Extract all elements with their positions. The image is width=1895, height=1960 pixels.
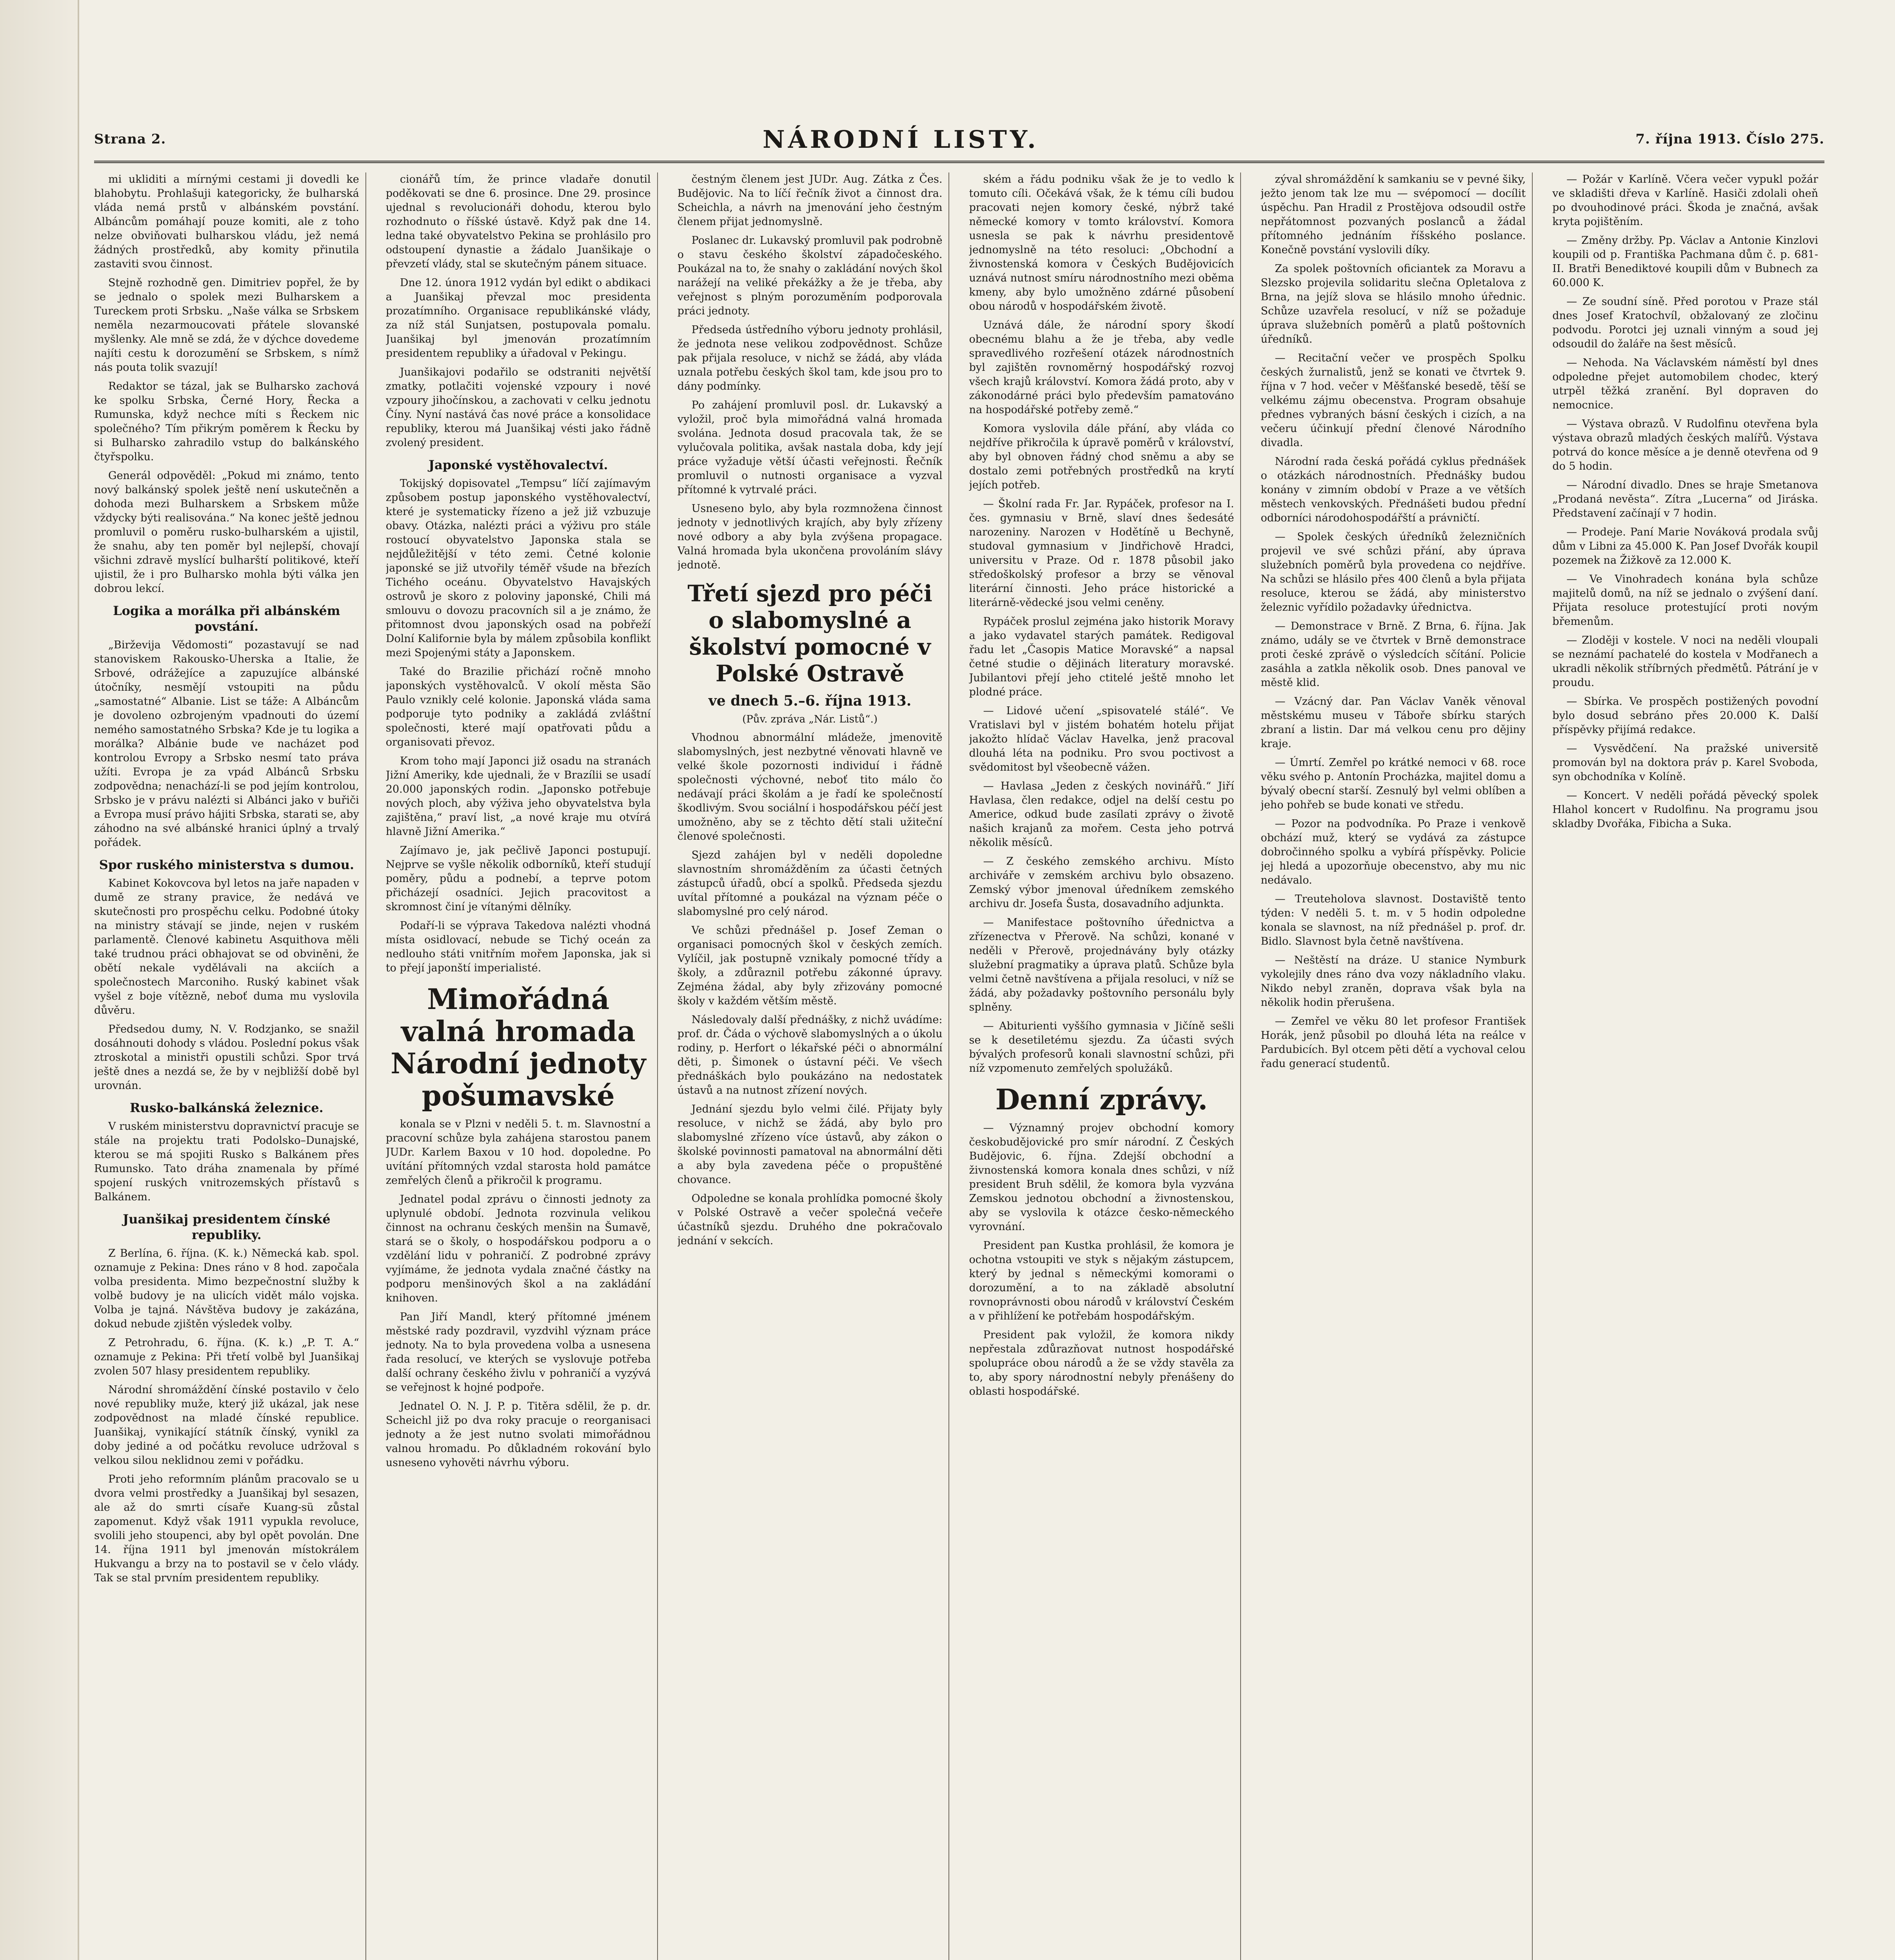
article-paragraph: Také do Brazilie přichází ročně mnoho japonských vystěhovalců. V okolí města São Paulo vznikly celé kolonie. Japonská vláda sama podporuje tyto podniky a zakládá zvláštní společnosti, které mají opatřovati půdu a organisovati převoz. [385,666,651,748]
article-paragraph: — Významný projev obchodní komory českobudějovické pro smír národní. Z Českých Budějovic, 6. října. Zdejší obchodní a živnostenská komora konala dnes schůzi, v níž president Bruh sdělil, že komora byla vyzvána Zemskou jednotou obchodní a živnostenskou, aby se vyslovila k otázce česko-německého vyrovnání. [969,1122,1234,1233]
subheadline: ve dnech 5.–6. října 1913. [708,693,912,709]
article-paragraph: — Požár v Karlíně. Včera večer vypukl požár ve skladišti dřeva v Karlíně. Hasiči zdolali oheň po dvouhodinové práci. Škoda je značná, avšak kryta pojištěním. [1552,173,1818,228]
article-paragraph: — Abiturienti vyššího gymnasia v Jičíně sešli se k desetiletému sjezdu. Za účasti svých bývalých profesorů konali slavnostní schůzi, při níž vzpomenuto zemřelých spolužáků. [969,1020,1234,1074]
article-paragraph: — Vysvědčení. Na pražské universitě promován byl na doktora práv p. Karel Svoboda, syn obchodníka v Kolíně. [1552,742,1818,783]
article-paragraph: Generál odpověděl: „Pokud mi známo, tento nový balkánský spolek ještě není uskutečněn a dohoda mezi Bulharskem a Srbskem může vždycky býti realisována.“ Na konec ještě jednou promluvil o poměru rusko-bulharském a ujistil, že snahu, aby ten poměr byl nejlepší, chovají všichni zdravě myslící bulharští politikové, kteří ujistil, že i pro Bulharsko mohla býti válka jen dobrou lekcí. [94,470,359,595]
article-paragraph: — Úmrtí. Zemřel po krátké nemoci v 68. roce věku svého p. Antonín Procházka, majitel domu a bývalý obecní starší. Zesnulý byl velmi oblíben a jeho pohřeb se bude konati ve středu. [1261,757,1526,811]
article-paragraph: konala se v Plzni v neděli 5. t. m. Slavnostní a pracovní schůze byla zahájena starostou panem JUDr. Karlem Baxou v 10 hod. dopoledne. Po uvítání přítomných vzdal starosta hold památce zemřelých členů a přikročil k programu. [385,1118,651,1187]
page-margin [0,0,78,1960]
article-paragraph: Jednatel O. N. J. P. p. Titěra sdělil, že p. dr. Scheichl již po dva roky pracuje o reorganisaci jednoty a že jest nutno svolati mimořádnou valnou hromadu. Po důkladném rokování bylo usneseno vyhověti návrhu výboru. [385,1400,651,1469]
binding-fold [78,0,79,1960]
article-paragraph: Jednatel podal zprávu o činnosti jednoty za uplynulé období. Jednota rozvinula velikou činnost na ochranu českých menšin na Šumavě, stará se o školy, o hospodářskou podporu a o vzdělání lidu v pohraničí. Z podrobné zprávy vyjímáme, že jednota vydala značné částky na podporu menšinových škol a na zakládání knihoven. [385,1193,651,1304]
article-paragraph: President pan Kustka prohlásil, že komora je ochotna vstoupiti ve styk s nějakým zástupcem, který by jednal s německými komorami o dorozumění, a to na základě absolutní rovnoprávnosti obou národů v království Českém a v přihlížení ke potřebám hospodářským. [969,1240,1234,1322]
article-paragraph: zýval shromáždění k samkaniu se v pevné šiky, ježto jenom tak lze mu — svépomocí — docílit úspěchu. Pan Hradil z Prostějova odsoudil ostře nepřátomnost pozvaných poslanců a žádal přítomného jednáním říšského poslance. Konečně povstání vyslovili díky. [1261,173,1526,256]
headline: Třetí sjezd pro péči o slabomyslné a školství pomocné v Polské Ostravě [687,580,932,687]
article-paragraph: Po zahájení promluvil posl. dr. Lukavský a vyložil, proč byla mimořádná valná hromada svolána. Jednota dosud pracovala tak, že se vylučovala politika, avšak nastala doba, kdy její práce vyžaduje větší účasti veřejnosti. Řečník promluvil o nutnosti organisace a vyzval přítomné k vytrvalé práci. [677,399,943,496]
article-paragraph: — Prodeje. Paní Marie Nováková prodala svůj dům v Libni za 45.000 K. Pan Josef Dvořák koupil pozemek na Žižkově za 12.000 K. [1552,526,1818,566]
article-paragraph: — Manifestace poštovního úřednictva a zřízenectva v Přerově. Na schůzi, konané v neděli v Přerově, projednávány byly otázky služební pragmatiky a úprava platů. Schůze byla velmi četně navštívena a přijala resoluci, v níž se žádá, aby požadavky poštovního personálu byly splněny. [969,916,1234,1013]
page-label: Strana 2. [94,131,166,147]
article-paragraph: čestným členem jest JUDr. Aug. Zátka z Čes. Budějovic. Na to líčí řečník život a činnost dra. Scheichla, a návrh na jmenování jeho čestným členem přijat jednomyslně. [677,173,943,228]
article-paragraph: Tokijský dopisovatel „Tempsu“ líčí zajímavým způsobem postup japonského vystěhovalectví, které je systematicky řízeno a jež již vzbuzuje obavy. Otázka, nalézti práci a výživu pro stále rostoucí obyvatelstvo Japonska stala se nejdůležitější v této zemi. Četné kolonie japonské se již utvořily téměř všude na březích Tichého oceánu. Obyvatelstvo Havajských ostrovů je skoro z poloviny japonské, Chili má smlouvu o dovozu pracovních sil a je známo, že přitomnost dvou japonských osad na pobřeží Dolní Kalifornie byla by málem způsobila konflikt mezi Spojenými státy a Japonskem. [385,477,651,659]
article-paragraph: Zajímavo je, jak pečlivě Japonci postupují. Nejprve se vyšle několik odborníků, kteří studují poměry, půdu a podnebí, a teprve potom přicházejí osadníci. Jejich pracovitost a skromnost činí je vítanými dělníky. [385,844,651,913]
column-1 [94,172,366,1960]
column-3 [678,172,950,1960]
article-paragraph: — Školní rada Fr. Jar. Rypáček, profesor na I. čes. gymnasiu v Brně, slaví dnes šedesáté narozeniny. Narozen v Hodětíně u Bechyně, studoval gymnasium v Jindřichově Hradci, universitu v Praze. Od r. 1878 působil jako středoškolský profesor a brzy se věnoval literární činnosti. Jeho práce historické a literárně-vědecké jsou velmi ceněny. [969,498,1234,609]
article-paragraph: Krom toho mají Japonci již osadu na stranách Jižní Ameriky, kde ujednali, že v Brazílii se usadí 20.000 japonských rodin. „Japonsko potřebuje nových ploch, aby výživa jeho obyvatelstva byla zajištěna,“ praví list, „a nové kraje mu otvírá hlavně Jižní Amerika.“ [385,755,651,838]
column-6 [1552,172,1824,1960]
article-paragraph: Redaktor se tázal, jak se Bulharsko zachová ke spolku Srbska, Černé Hory, Řecka a Rumunska, když nechce míti s Řeckem nic společného? Tím přikrým poměrem k Řecku by si Bulharsko zahradilo vstup do balkánského čtyřspolku. [94,380,359,463]
masthead-title: NÁRODNÍ LISTY. [762,125,1039,154]
article-paragraph: Juanšikajovi podařilo se odstraniti největší zmatky, potlačiti vojenské vzpoury i nové vzpoury jihočínskou, a zachovati v celku jednotu Číny. Nyní nastává čas nové práce a konsolidace republiky, kterou má Juanšikaj vésti jako řádně zvolený president. [385,366,651,449]
article-paragraph: Poslanec dr. Lukavský promluvil pak podrobně o stavu českého školství západočeského. Poukázal na to, že snahy o zakládání nových škol narážejí na veliké překážky a že je třeba, aby veřejnost s plným porozuměním podporovala práci jednoty. [677,234,943,317]
article-paragraph: — Zemřel ve věku 80 let profesor František Horák, jenž působil po dlouhá léta na reálce v Pardubicích. Byl otcem pěti dětí a vychoval celou řadu generací studentů. [1261,1015,1526,1070]
article-paragraph: Uznává dále, že národní spory škodí obecnému blahu a že je třeba, aby vedle spravedlivého rozřešení otázek národnostních byl zajištěn rovnoměrný hospodářský rozvoj všech krajů království. Komora žádá proto, aby v zákonodárné práci bylo především pamatováno na hospodářské potřeby země.“ [969,319,1234,416]
article-paragraph: mi ukliditi a mírnými cestami ji dovedli ke blahobytu. Prohlašuji kategoricky, že bulharská vláda nemá prstů v albánském povstání. Albáncům pomáhají pouze komiti, ale z toho nelze obviňovati bulharskou vládu, jež nemá žádných prostředků, aby komity přinutila zastaviti svou činnost. [94,173,359,270]
article-paragraph: Rypáček proslul zejména jako historik Moravy a jako vydavatel starých památek. Redigoval řadu let „Časopis Matice Moravské“ a napsal četné studie o dějinách literatury moravské. Jubilantovi přejí jeho ctitelé ještě mnoho let plodné práce. [969,615,1234,698]
article-paragraph: — Ze soudní síně. Před porotou v Praze stál dnes Josef Kratochvíl, obžalovaný ze zločinu podvodu. Porotci jej uznali vinným a soud jej odsoudil do žaláře na šest měsíců. [1552,296,1818,350]
article-paragraph: ském a řádu podniku však že je to vedlo k tomuto cíli. Očekává však, že k tému cíli budou pracovati nejen komory české, nýbrž také německé komory v tomto království. Komora usnesla se pak k návrhu presidentově jednomyslně na této resoluci: „Obchodní a živnostenská komora v Českých Budějovicích uznává nutnost smíru národnostního mezi oběma kmeny, aby bylo umožněno zdárné působení obou národů v hospodářském životě. [969,173,1234,312]
article-paragraph: Ve schůzi přednášel p. Josef Zeman o organisaci pomocných škol v českých zemích. Vylíčil, jak postupně vznikaly pomocné třídy a školy, a zdůraznil potřebu zákonné úpravy. Zejména žádal, aby byly zřizovány pomocné školy v každém větším městě. [677,924,943,1007]
article-paragraph: Pan Jiří Mandl, který přítomné jménem městské rady pozdravil, vyzdvihl význam práce jednoty. Na to byla provedena volba a usnesena řada resolucí, ve kterých se vyslovuje potřeba další ochrany českého živlu v pohraničí a vyzývá se veřejnost k hojné podpoře. [385,1311,651,1394]
article-paragraph: — Lidové učení „spisovatelé stálé“. Ve Vratislavi byl v jistém bohatém hotelu přijat jakožto hlídač Václav Havelka, jenž pracoval dlouhá léta na podniku. Pro svou poctivost a svědomitost byl všeobecně vážen. [969,705,1234,773]
article-paragraph: — Demonstrace v Brně. Z Brna, 6. října. Jak známo, udály se ve čtvrtek v Brně demonstrace proti české zprávě o výsledcích sčítání. Policie zasáhla a zatkla několik osob. Dnes panoval ve městě klid. [1261,620,1526,689]
article-paragraph: — Nehoda. Na Václavském náměstí byl dnes odpoledne přejet automobilem chodec, který utrpěl těžká zranění. Byl dopraven do nemocnice. [1552,357,1818,411]
article-paragraph: Předsedou dumy, N. V. Rodzjanko, se snažil dosáhnouti dohody s vládou. Poslední pokus však ztroskotal a ministři opustili schůzi. Spor trvá ještě dnes a nezdá se, že by v nejbližší době byl urovnán. [94,1023,359,1092]
headline: Denní zprávy. [995,1083,1208,1116]
article-paragraph: Komora vyslovila dále přání, aby vláda co nejdříve přikročila k úpravě poměrů v království, aby byl obnoven řádný chod sněmu a aby se dostalo zemi potřebných prostředků na krytí jejích potřeb. [969,423,1234,491]
article-paragraph: — Koncert. V neděli pořádá pěvecký spolek Hlahol koncert v Rudolfinu. Na programu jsou skladby Dvořáka, Fibicha a Suka. [1552,789,1818,830]
article-paragraph: „Birževija Vědomosti“ pozastavují se nad stanoviskem Rakousko-Uherska a Italie, že Srbové, odrážejíce a zapuzujíce albánské útočníky, nesmějí vstoupiti na půdu „samostatné“ Albanie. List se táže: A Albáncům je dovoleno ozbrojeným vpadnouti do území nemého samostatného Srbska? Kde je tu logika a morálka? Albánie bude ve nacházet pod kontrolou Evropy a Srbsko nesmí tato práva užíti. Evropa je za vpád Albánců Srbsku zodpovědna; nenachází-li se pod jejím kontrolou, Srbsko je v právu nalézti si Albánci jako v buřiči a Evropa musí právo hájiti Srbska, starati se, aby záhodno na své albánské hranici úplný a trvalý pořádek. [94,639,359,849]
article-paragraph: — Sbírka. Ve prospěch postižených povodní bylo dosud sebráno přes 20.000 K. Další příspěvky přijímá redakce. [1552,695,1818,736]
article-paragraph: Za spolek poštovních oficiantek za Moravu a Slezsko projevila solidaritu slečna Opletalova z Brna, na jejíž slova se hlásilo mnoho úřednic. Schůze uzavřela resolucí, v níž se požaduje úprava služebních poměrů a platů poštovních úředníků. [1261,263,1526,345]
section-heading: Juanšikaj presidentem čínské republiky. [123,1212,331,1242]
article-paragraph: — Ve Vinohradech konána byla schůze majitelů domů, na níž se jednalo o zvýšení daní. Přijata resoluce protestující proti novým břemenům. [1552,573,1818,628]
column-2 [386,172,658,1960]
headline: Mimořádná valná hromada Národní jednoty pošumavské [391,982,646,1112]
byline: (Pův. zpráva „Nár. Listů“.) [742,713,878,725]
article-paragraph: — Treuteholova slavnost. Dostaviště tento týden: V neděli 5. t. m. v 5 hodin odpoledne konala se slavnost, na níž přednášel p. prof. dr. Bidlo. Slavnost byla četně navštívena. [1261,893,1526,947]
article-paragraph: — Vzácný dar. Pan Václav Vaněk věnoval městskému museu v Táboře sbírku starých zbraní a listin. Dar má velkou cenu pro dějiny kraje. [1261,695,1526,750]
article-paragraph: Jednání sjezdu bylo velmi čilé. Přijaty byly resoluce, v nichž se žádá, aby bylo pro slabomyslné zřízeno více ústavů, aby zákon o školské povinnosti pamatoval na abnormální děti a aby byla zavedena péče o propuštěné chovance. [677,1103,943,1186]
article-paragraph: Sjezd zahájen byl v neděli dopoledne slavnostním shromážděním za účasti četných zástupců úřadů, obcí a spolků. Předseda sjezdu uvítal přítomné a poukázal na význam péče o slabomyslné pro celý národ. [677,849,943,918]
article-paragraph: Proti jeho reformním plánům pracovalo se u dvora velmi prostředky a Juanšikaj byl sesazen, ale až do smrti císaře Kuang-sü zůstal zapomenut. Když však 1911 vypukla revoluce, svolili jeho stoupenci, aby byl opět povolán. Dne 14. října 1911 byl jmenován místokrálem Hukvangu a brzy na to postavil se v čelo vlády. Tak se stal prvním presidentem republiky. [94,1473,359,1584]
article-paragraph: Předseda ústředního výboru jednoty prohlásil, že jednota nese velikou zodpovědnost. Schůze pak přijala resoluce, v nichž se žádá, aby vláda uznala potřebu českých škol tam, kde jsou pro to dány podmínky. [677,324,943,392]
section-heading: Rusko-balkánská železnice. [130,1100,323,1115]
article-paragraph: President pak vyložil, že komora nikdy nepřestala zdůrazňovat nutnost hospodářské spolupráce obou národů a že se vždy stavěla za to, aby spory národnostní nebyly přenášeny do oblasti hospodářské. [969,1329,1234,1397]
article-paragraph: Kabinet Kokovcova byl letos na jaře napaden v dumě ze strany pravice, že nedává ve skutečnosti pro prospěchu celku. Podobné útoky na ministry stávají se jinde, nejen v ruském parlamentě. Členové kabinetu Asquithova měli také trudnou práci obhajovat se od obviněni, že obětí nekale vydělávali na akciích a společnostech Marconiho. Ruský kabinet však vyšel z boje vítězně, neboť duma mu vyslovila důvěru. [94,877,359,1016]
article-paragraph: — Recitační večer ve prospěch Spolku českých žurnalistů, jenž se konati ve čtvrtek 9. října v 7 hod. večer v Měšťanské besedě, těší se velkému zájmu obecenstva. Program obsahuje přednes vybraných básní českých i cizích, a na večeru účinkují přední členové Národního divadla. [1261,352,1526,449]
article-paragraph: — Národní divadlo. Dnes se hraje Smetanova „Prodaná nevěsta“. Zítra „Lucerna“ od Jiráska. Představení začínají v 7 hodin. [1552,479,1818,519]
section-heading: Logika a morálka při albánském povstání. [113,603,340,634]
section-heading: Spor ruského ministerstva s dumou. [99,857,354,872]
article-paragraph: Následovaly další přednášky, z nichž uvádíme: prof. dr. Čáda o výchově slabomyslných a o úkolu rodiny, p. Herfort o lékařské péči o abnormální děti, p. Šimonek o ústavní péči. Ve všech přednáškách bylo poukázáno na nedostatek ústavů a na nutnost zřízení nových. [677,1014,943,1096]
article-paragraph: Z Petrohradu, 6. října. (K. k.) „P. T. A.“ oznamuje z Pekina: Při třetí volbě byl Juanšikaj zvolen 507 hlasy presidentem republiky. [94,1337,359,1377]
section-heading: Japonské vystěhovalectví. [428,457,608,472]
article-paragraph: — Neštěstí na dráze. U stanice Nymburk vykolejily dnes ráno dva vozy nákladního vlaku. Nikdo nebyl zraněn, doprava však byla na několik hodin přerušena. [1261,954,1526,1009]
article-paragraph: — Z českého zemského archivu. Místo archiváře v zemském archivu bylo obsazeno. Zemský výbor jmenoval úředníkem zemského archivu dr. Josefa Šusta, dosavadního adjunkta. [969,855,1234,910]
article-paragraph: — Výstava obrazů. V Rudolfinu otevřena byla výstava obrazů mladých českých malířů. Výstava potrvá do konce měsíce a je denně otevřena od 9 do 5 hodin. [1552,418,1818,472]
article-paragraph: Z Berlína, 6. října. (K. k.) Německá kab. spol. oznamuje z Pekina: Dnes ráno v 8 hod. započala volba presidenta. Mimo bezpečnostní služby k volbě budovy je na ulicích vidět málo vojska. Volba je tajná. Návštěva budovy je zakázána, dokud nebude zjištěn výsledek volby. [94,1247,359,1330]
date-issue: 7. října 1913. Číslo 275. [1635,131,1824,147]
article-paragraph: — Havlasa „Jeden z českých novinářů.“ Jiří Havlasa, člen redakce, odjel na delší cestu po Americe, odkud bude zasílati zprávy o životě našich krajanů za mořem. Cesta jeho potrvá několik měsíců. [969,780,1234,849]
article-paragraph: Národní shromáždění čínské postavilo v čelo nové republiky muže, který již ukázal, jak nese zodpovědnost na mladé čínské republice. Juanšikaj, vynikající státník čínský, vynikl za doby jediné a od počátku revoluce udržoval s velkou silou neklidnou zemi v pořádku. [94,1384,359,1466]
page-header [94,118,1824,163]
article-paragraph: Podaří-li se výprava Takedova nalézti vhodná místa osidlovací, nebude se Tichý oceán za nedlouho státi vnitřním mořem Japonska, jak si to přejí japonští imperialisté. [385,920,651,974]
article-paragraph: Stejně rozhodně gen. Dimitriev popřel, že by se jednalo o spolek mezi Bulharskem a Tureckem proti Srbsku. „Naše válka se Srbskem neměla nezarmoucovati přátele slovanské myšlenky. Ale mně se zdá, že v dýchce dovedeme najíti cestu k dorozumění se Srbskem, s nímž nás pouta tolik svazují! [94,277,359,374]
column-4 [969,172,1241,1960]
article-paragraph: V ruském ministerstvu dopravnictví pracuje se stále na projektu trati Podolsko–Dunajské, kterou se má spojiti Rusko s Balkánem přes Rumunsko. Tato dráha znamenala by přímé spojení ruských vnitrozemských přístavů s Balkánem. [94,1120,359,1203]
article-paragraph: Národní rada česká pořádá cyklus přednášek o otázkách národnostních. Přednášky budou konány v zimním období v Praze a ve větších městech venkovských. Přednášeti budou přední odborníci národohospodářští a právničtí. [1261,456,1526,524]
article-paragraph: — Zloději v kostele. V noci na neděli vloupali se neznámí pachatelé do kostela v Modřanech a ukradli několik stříbrných předmětů. Pátrání je v proudu. [1552,634,1818,689]
article-paragraph: Odpoledne se konala prohlídka pomocné školy v Polské Ostravě a večer společná večeře účastníků sjezdu. Druhého dne pokračovalo jednání v sekcích. [677,1192,943,1247]
article-paragraph: — Pozor na podvodníka. Po Praze i venkově obchází muž, který se vydává za zástupce dobročinného spolku a vybírá příspěvky. Policie jej hledá a upozorňuje obecenstvo, aby mu nic nedávalo. [1261,818,1526,886]
article-paragraph: cionářů tím, že prince vladaře donutil poděkovati se dne 6. prosince. Dne 29. prosince ujednal s revolucionáři dohodu, kterou bylo rozhodnuto o říšské ústavě. Když pak dne 14. ledna také obyvatelstvo Pekina se prohlásilo pro odstoupení dynastie a žádalo Juanšikaje o převzetí vlády, stal se skutečným pánem situace. [385,173,651,270]
article-paragraph: Usneseno bylo, aby byla rozmnožena činnost jednoty v jednotlivých krajích, aby byly zřízeny nové odbory a aby byla zvýšena propagace. Valná hromada byla ukončena provoláním slávy jednotě. [677,503,943,571]
article-paragraph: Dne 12. února 1912 vydán byl edikt o abdikaci a Juanšikaj převzal moc presidenta prozatímního. Organisace republikánské vlády, za níž stál Sunjatsen, postupovala pomalu. Juanšikaj byl jmenován prozatímním presidentem republiky a úřadoval v Pekingu. [385,277,651,359]
column-5 [1261,172,1533,1960]
article-columns [94,172,1824,1960]
article-paragraph: — Spolek českých úředníků železničních projevil ve své schůzi přání, aby úprava služebních poměrů byla provedena co nejdříve. Na schůzi se hlásilo přes 400 členů a byla přijata resoluce, kterou se žádá, aby ministerstvo železnic vyřídilo požadavky úřednictva. [1261,531,1526,613]
article-paragraph: — Změny držby. Pp. Václav a Antonie Kinzlovi koupili od p. Františka Pachmana dům č. p. 681-II. Bratři Benediktové koupili dům v Bubnech za 60.000 K. [1552,234,1818,289]
article-paragraph: Vhodnou abnormální mládeže, jmenovitě slabomyslných, jest nezbytné věnovati hlavně ve velké škole pozornosti individuí i řádně společnosti výchovné, neboť tito málo čo nedávají práci školám a je řadí ke společností škodlivým. Svou sociální i hospodářskou péčí jest umožněno, aby se z těchto dětí stali užiteční členové společnosti. [677,731,943,842]
